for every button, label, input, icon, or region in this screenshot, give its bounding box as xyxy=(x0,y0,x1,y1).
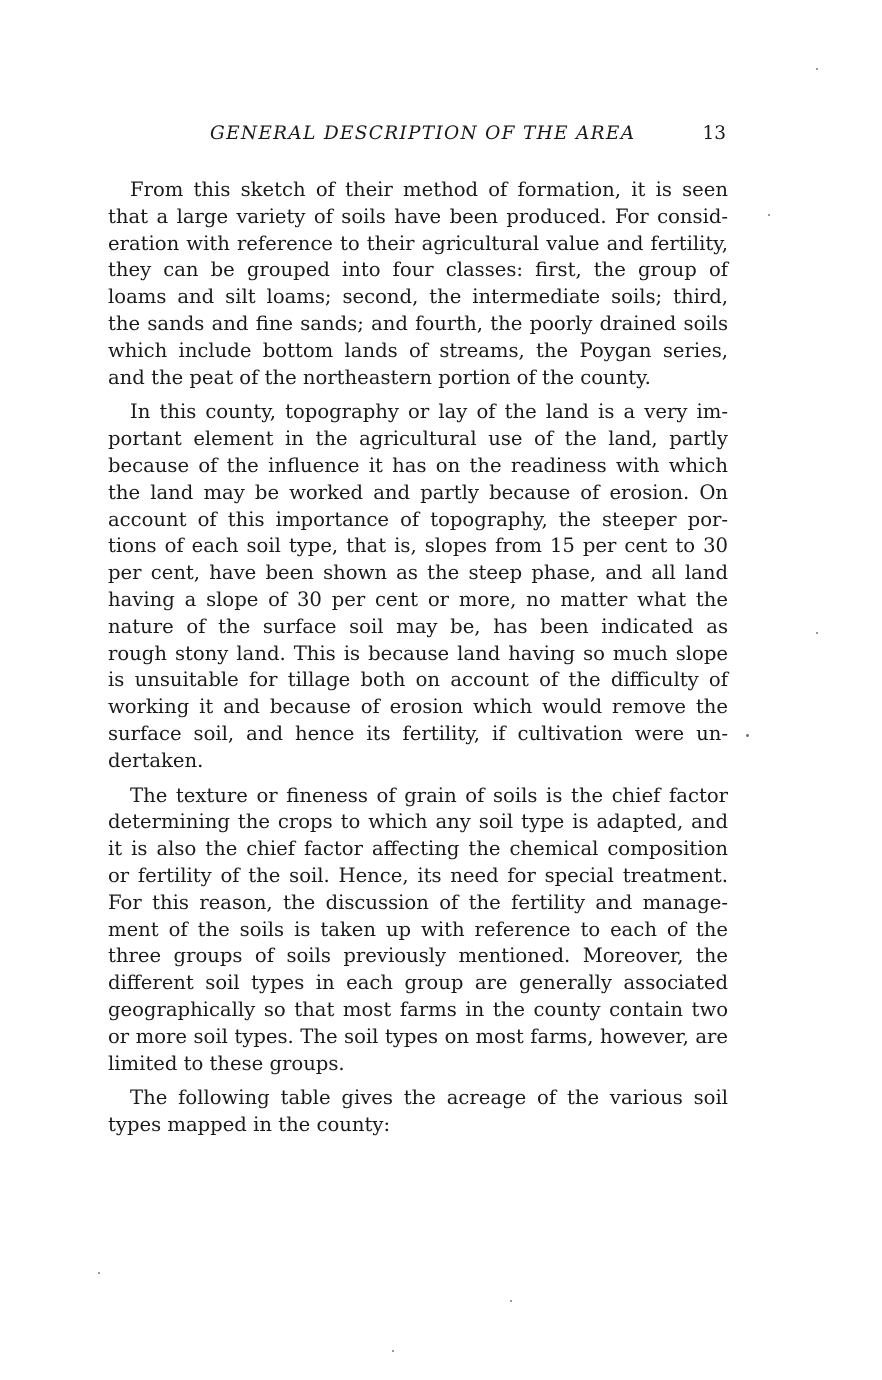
paper-speck xyxy=(816,632,818,634)
paper-speck xyxy=(98,1272,100,1274)
running-title: GENERAL DESCRIPTION OF THE AREA xyxy=(210,123,636,144)
page-number: 13 xyxy=(702,123,726,144)
paper-speck xyxy=(816,68,818,70)
body-text xyxy=(108,177,728,1147)
paragraph-texture: The texture or fineness of grain of soils is the chief factor determining the crops to which any soil type is adapted, and it is also the chief factor affecting the chemical composition or fertility of the soil. Hence, its need for special treatment. For this reason, the discussion of the fertility and management of the soils is taken up with reference to each of the three groups of soils previously mentioned. Moreover, the different soil types in each group are generally associated geographically so that most farms in the county contain two or more soil types. The soil types on most farms, however, are limited to these groups. xyxy=(108,783,728,1075)
paper-speck xyxy=(746,734,749,737)
paper-speck xyxy=(768,214,770,216)
paragraph-soil-classes: From this sketch of their method of formation, it is seen that a large variety of soils have been produced. For consideration with reference to their agricultural value and fertility, they can be grouped into four classes: first, the group of loams and silt loams; second, the intermediate soils; third, the sands and fine sands; and fourth, the poorly drained soils which include bottom lands of streams, the Poygan series, and the peat of the northeastern portion of the county. xyxy=(108,178,728,389)
running-header xyxy=(108,123,728,149)
paper-speck xyxy=(392,1350,394,1352)
paragraph-topography: In this county, topography or lay of the land is a very important element in the agricultural use of the land, partly because of the influence it has on the readiness with which the land may be worked and partly because of erosion. On account of this importance of topography, the steeper portions of each soil type, that is, slopes from 15 per cent to 30 per cent, have been shown as the steep phase, and all land having a slope of 30 per cent or more, no matter what the nature of the surface soil may be, has been indicated as rough stony land. This is because land having so much slope is unsuitable for tillage both on account of the difficulty of working it and because of erosion which would remove the surface soil, and hence its fertility, if cultivation were undertaken. xyxy=(108,400,728,772)
paragraph-table-intro: The following table gives the acreage of the various soil types mapped in the county: xyxy=(108,1086,728,1137)
paper-speck xyxy=(510,1300,512,1302)
